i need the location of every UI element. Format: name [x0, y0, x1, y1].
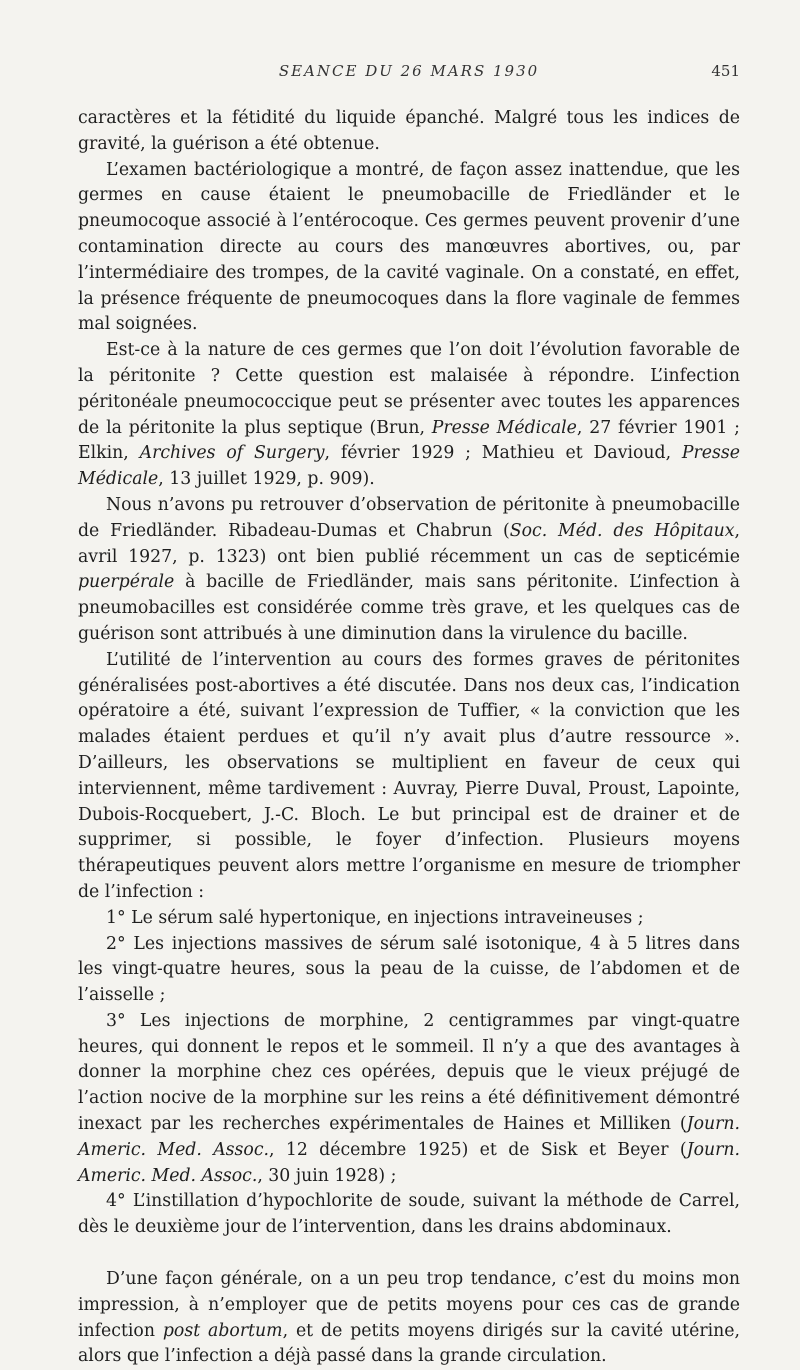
- paragraph: [78, 338, 740, 493]
- text-run: Nous n’avons pu retrouver d’observation de péritonite à pneumobacille de Friedländer. Ribadeau-Dumas et Chabrun (: [78, 494, 740, 541]
- text-run: , février 1929 ; Mathieu et Davioud,: [324, 443, 682, 464]
- text-run: 2° Les injections massives de sérum salé isotonique, 4 à 5 litres dans les vingt-quatre heures, sous la peau de la cuisse, de l’abdomen et de l’aisselle ;: [78, 933, 740, 1006]
- text-run: , et de petits moyens dirigés sur la cavité utérine, alors que l’infection a déjà passé dans la grande circulation.: [78, 1320, 740, 1367]
- paragraph: [78, 493, 740, 648]
- italic-citation: post abortum: [162, 1320, 283, 1341]
- page-number: 451: [711, 62, 740, 80]
- italic-citation: puerpérale: [78, 572, 175, 593]
- text-run: L’examen bactériologique a montré, de façon assez inattendue, que les germes en cause étaient le pneumobacille de Friedländer et le pneumocoque associé à l’entérocoque. Ces germes peuvent provenir d’une contamination directe au cours des manœuvres abortives, ou, par l’intermédiaire des trompes, de la cavité vaginale. On a constaté, en effet, la présence fréquente de pneumocoques dans la flore vaginale de femmes mal soignées.: [78, 159, 740, 335]
- text-run: L’utilité de l’intervention au cours des formes graves de péritonites généralisées post-abortives a été discutée. Dans nos deux cas, l’indication opératoire a été, suivant l’expression de Tuffier, « la conviction que les malades étaient perdues et qu’il n’y avait plus d’autre ressource ». D’ailleurs, les observations se multiplient en faveur de ceux qui interviennent, même tardivement : Auvray, Pierre Duval, Proust, Lapointe, Dubois-Rocquebert, J.-C. Bloch. Le but principal est de drainer et de supprimer, si possible, le foyer d’infection. Plusieurs moyens thérapeutiques peuvent alors mettre l’organisme en mesure de triompher de l’infection :: [78, 649, 740, 902]
- italic-citation: Journ. Americ. Med. Assoc.: [78, 1139, 740, 1186]
- paragraph: [78, 1009, 740, 1190]
- text-run: , 30 juin 1928) ;: [257, 1165, 397, 1186]
- page-header: [78, 62, 740, 86]
- paragraph: [78, 906, 740, 932]
- paragraph: [78, 158, 740, 339]
- text-run: Est-ce à la nature de ces germes que l’on doit l’évolution favorable de la péritonite ? Cette question est malaisée à répondre. L’infection péritonéale pneumococcique peut se présenter avec toutes les apparences de la péritonite la plus septique (Brun,: [78, 340, 740, 438]
- paragraph: [78, 932, 740, 1009]
- body-text: [78, 106, 740, 1370]
- paragraph: [78, 1267, 740, 1370]
- text-run: , 12 décembre 1925) et de Sisk et Beyer (: [269, 1139, 687, 1160]
- paragraph: [78, 648, 740, 906]
- text-run: 3° Les injections de morphine, 2 centigrammes par vingt-quatre heures, qui donnent le repos et le sommeil. Il n’y a que des avantages à donner la morphine chez ces opérées, depuis que le vieux préjugé de l’action nocive de la morphine sur les reins a été définitivement démontré inexact par les recherches expérimentales de Haines et Milliken (: [78, 1010, 740, 1135]
- text-run: , avril 1927, p. 1323) ont bien publié récemment un cas de septicémie: [78, 520, 741, 567]
- paragraph: [78, 106, 740, 158]
- italic-citation: Soc. Méd. des Hôpitaux: [509, 520, 735, 541]
- paragraph: [78, 1189, 740, 1241]
- italic-citation: Journ. Americ. Med. Assoc.: [78, 1114, 740, 1160]
- italic-citation: Archives of Surgery: [139, 443, 325, 464]
- italic-citation: Presse Médicale: [78, 443, 741, 490]
- text-run: 1° Le sérum salé hypertonique, en injections intraveineuses ;: [106, 907, 644, 928]
- text-run: 4° L’instillation d’hypochlorite de soude, suivant la méthode de Carrel, dès le deuxième jour de l’intervention, dans les drains abdominaux.: [78, 1191, 740, 1238]
- text-run: à bacille de Friedländer, mais sans péritonite. L’infection à pneumobacilles est considérée comme très grave, et les quelques cas de guérison sont attribués à une diminution dans la virulence du bacille.: [78, 572, 740, 644]
- text-run: , 27 février 1901 ; Elkin,: [78, 417, 741, 464]
- text-run: caractères et la fétidité du liquide épanché. Malgré tous les indices de gravité, la guérison a été obtenue.: [78, 108, 740, 154]
- running-title: SEANCE DU 26 MARS 1930: [278, 62, 540, 80]
- text-run: D’une façon générale, on a un peu trop tendance, c’est du moins mon impression, à n’employer que de petits moyens pour ces cas de grande infection: [78, 1269, 740, 1341]
- italic-citation: Presse Médicale: [431, 417, 577, 438]
- text-run: , 13 juillet 1929, p. 909).: [158, 469, 375, 490]
